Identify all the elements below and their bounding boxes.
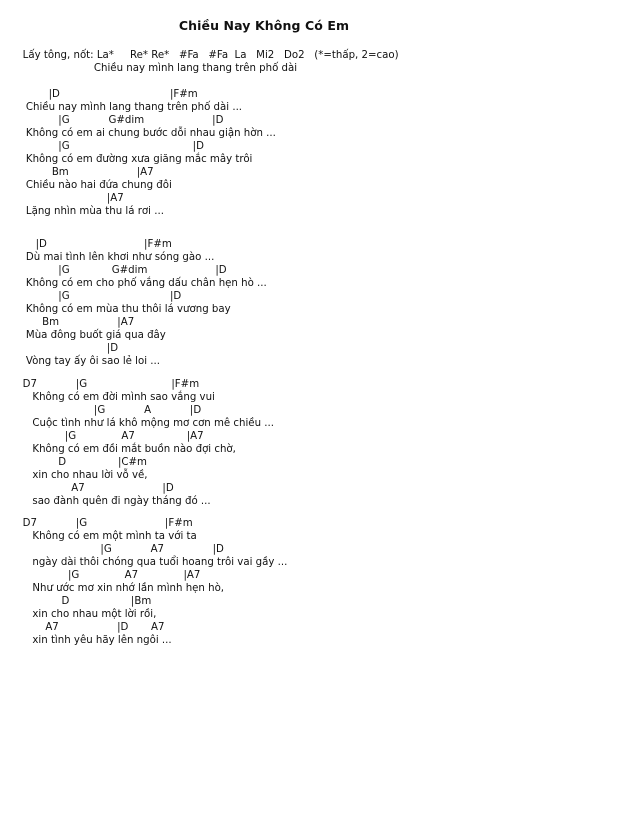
chord-line: A7 |D [0, 483, 174, 494]
lyric-line: Lặng nhìn mùa thu lá rơi ... [0, 206, 164, 217]
chord-line: |G G#dim |D [0, 115, 224, 126]
lyric-line: Dù mai tình lên khơi như sóng gào ... [0, 252, 215, 263]
key-notes-line: Lấy tông, nốt: La* Re* Re* #Fa #Fa La Mi2 Do2 (*=thấp, 2=cao) [0, 50, 399, 61]
chord-line: D7 |G |F#m [0, 379, 200, 390]
lyric-line: Như ước mơ xin nhớ lần mình hẹn hò, [0, 583, 225, 594]
lyric-line: xin cho nhau một lời rồi, [0, 609, 157, 620]
lyric-line: Không có em đồi mắt buồn nào đợi chờ, [0, 444, 236, 455]
lyric-line: Không có em đường xưa giăng mắc mây trôi [0, 154, 253, 165]
lyric-line: Không có em ai chung bước dỗi nhau giận hờn ... [0, 128, 276, 139]
lyric-line: Cuộc tình như lá khô mộng mơ cơn mê chiều ... [0, 418, 274, 429]
chord-line: |G |D [0, 141, 204, 152]
chord-line: D7 |G |F#m [0, 518, 193, 529]
chord-line: |G A7 |A7 [0, 570, 201, 581]
lyric-line: ngày dài thôi chóng qua tuổi hoang trôi vai gầy ... [0, 557, 288, 568]
chord-line: |G |D [0, 291, 182, 302]
chord-line: D |Bm [0, 596, 152, 607]
lyric-line: Mùa đông buốt giá qua đây [0, 330, 166, 341]
chord-line: |G A |D [0, 405, 202, 416]
intro-line: Chiều nay mình lang thang trên phố dài [0, 63, 298, 74]
lyric-line: Không có em cho phố vắng dấu chân hẹn hò ... [0, 278, 267, 289]
chord-line: Bm |A7 [0, 167, 154, 178]
chord-line: |G A7 |D [0, 544, 224, 555]
chord-line: D |C#m [0, 457, 147, 468]
lyric-line: xin cho nhau lời vỗ về, [0, 470, 148, 481]
chord-line: A7 |D A7 [0, 622, 165, 633]
chord-line: |G A7 |A7 [0, 431, 204, 442]
lyric-line: Không có em mùa thu thôi lá vương bay [0, 304, 231, 315]
lyric-line: Chiều nào hai đứa chung đôi [0, 180, 172, 191]
chord-line: |D |F#m [0, 239, 172, 250]
lyric-line: Không có em đời mình sao vắng vui [0, 392, 215, 403]
chord-line: |A7 [0, 193, 124, 204]
lyric-line: Không có em một mình ta với ta [0, 531, 197, 542]
lyric-line: xin tình yêu hãy lên ngôi ... [0, 635, 172, 646]
lyric-line: Chiều nay mình lang thang trên phố dài ... [0, 102, 243, 113]
song-title: Chiều Nay Không Có Em [178, 18, 350, 33]
chord-line: |D [0, 343, 119, 354]
chord-line: |G G#dim |D [0, 265, 227, 276]
chord-line: |D |F#m [0, 89, 198, 100]
chord-line: Bm |A7 [0, 317, 135, 328]
lyric-line: Vòng tay ấy ôi sao lẻ loi ... [0, 356, 160, 367]
lyric-line: sao đành quên đi ngày tháng đó ... [0, 496, 211, 507]
